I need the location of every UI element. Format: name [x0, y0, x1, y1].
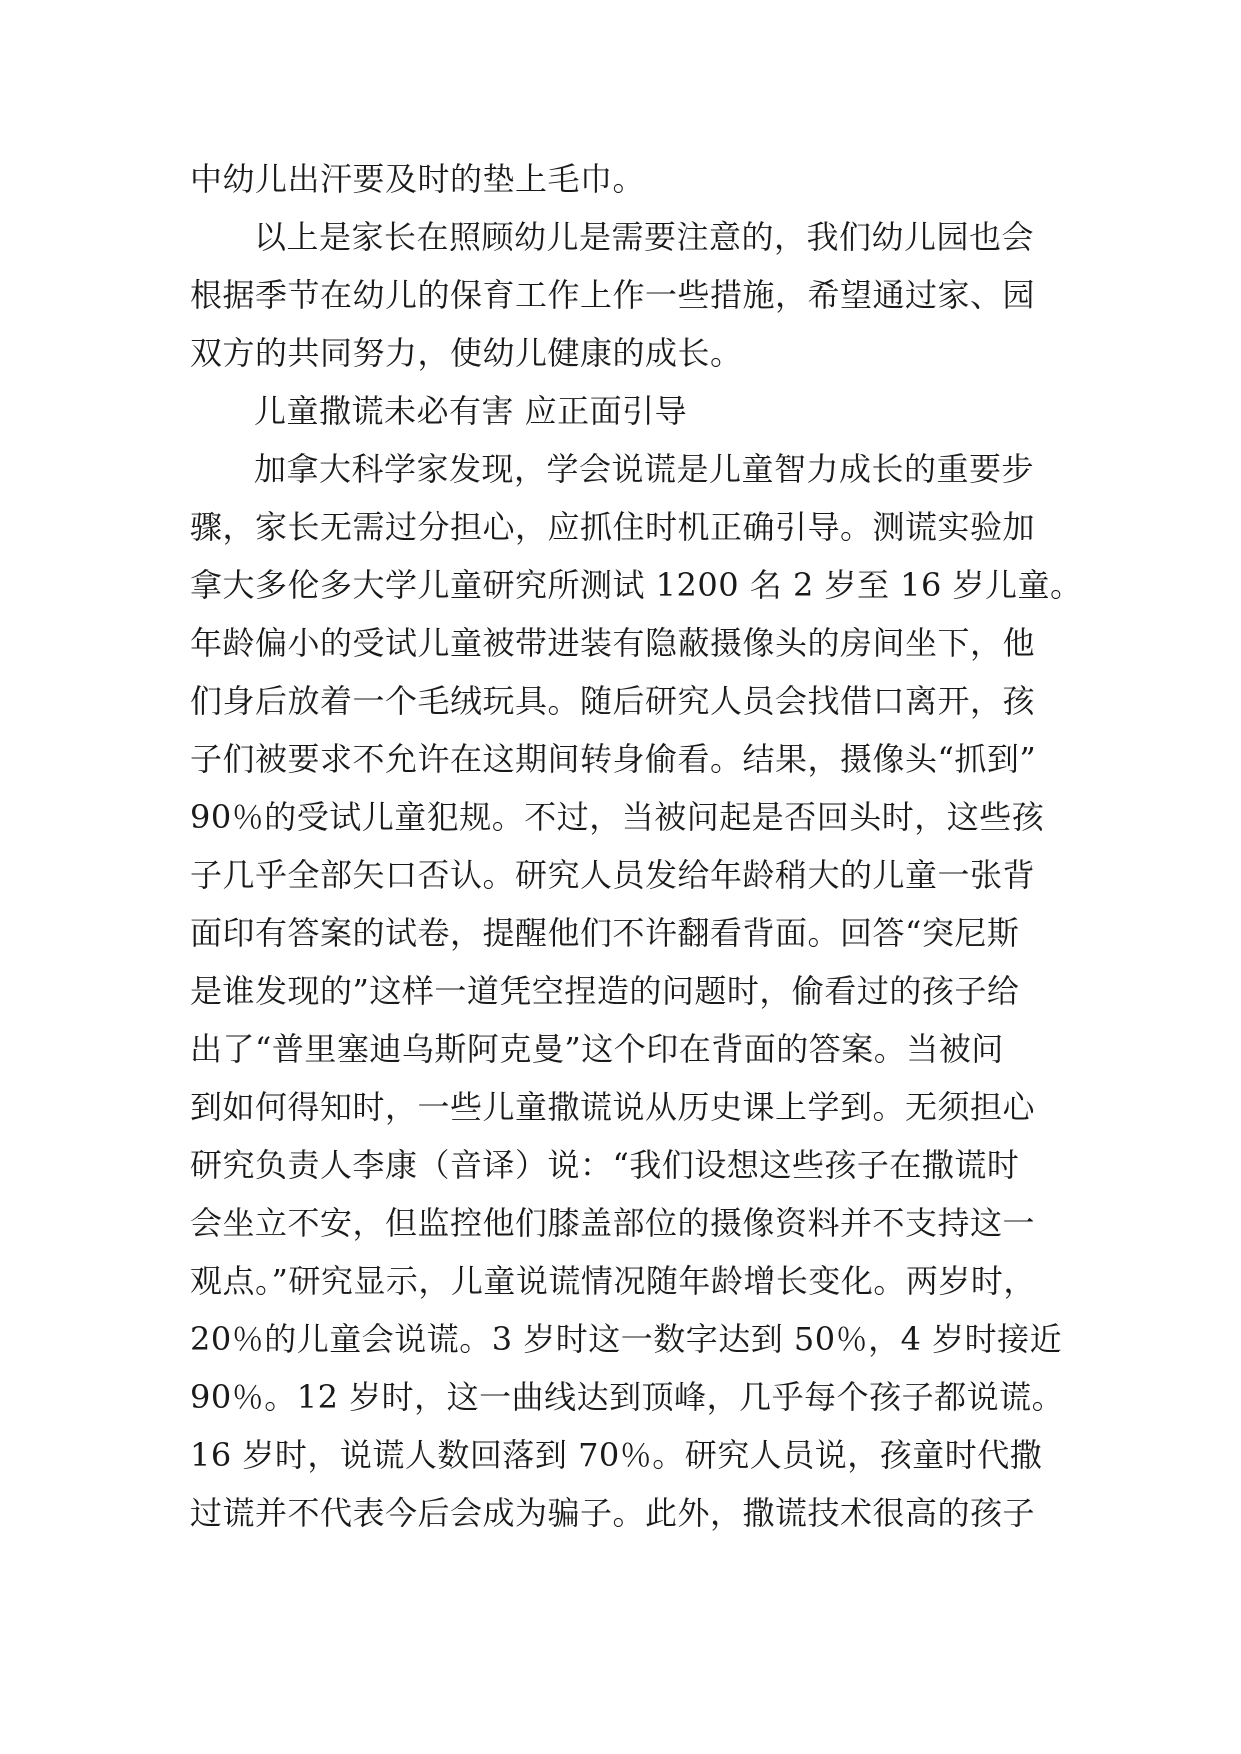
text-line: 90％。12 岁时，这一曲线达到顶峰，几乎每个孩子都说谎。 [190, 1378, 1065, 1416]
text-line: 们身后放着一个毛绒玩具。随后研究人员会找借口离开，孩 [190, 682, 1036, 720]
text-line: 会坐立不安，但监控他们膝盖部位的摄像资料并不支持这一 [190, 1204, 1036, 1242]
text-line: 观点。”研究显示，儿童说谎情况随年龄增长变化。两岁时， [190, 1262, 1036, 1300]
text-line: 拿大多伦多大学儿童研究所测试 1200 名 2 岁至 16 岁儿童。 [190, 566, 1083, 604]
text-line: 中幼儿出汗要及时的垫上毛巾。 [190, 160, 646, 198]
text-line: 双方的共同努力，使幼儿健康的成长。 [190, 334, 743, 372]
text-line: 到如何得知时，一些儿童撒谎说从历史课上学到。无须担心 [190, 1088, 1036, 1126]
section-heading: 儿童撒谎未必有害 应正面引导 [254, 392, 688, 430]
text-line: 根据季节在幼儿的保育工作上作一些措施，希望通过家、园 [190, 276, 1036, 314]
text-line: 是谁发现的”这样一道凭空捏造的问题时，偷看过的孩子给 [190, 972, 1020, 1010]
text-line: 过谎并不代表今后会成为骗子。此外，撒谎技术很高的孩子 [190, 1494, 1036, 1532]
paragraph-start-line: 加拿大科学家发现，学会说谎是儿童智力成长的重要步 [254, 450, 1035, 488]
text-line: 20％的儿童会说谎。3 岁时这一数字达到 50％，4 岁时接近 [190, 1320, 1063, 1358]
document-body [190, 150, 1090, 1542]
paragraph-start-line: 以上是家长在照顾幼儿是需要注意的，我们幼儿园也会 [254, 218, 1035, 256]
text-line: 90％的受试儿童犯规。不过，当被问起是否回头时，这些孩 [190, 798, 1045, 836]
text-line: 出了“普里塞迪乌斯阿克曼”这个印在背面的答案。当被问 [190, 1030, 1004, 1068]
text-line: 骤，家长无需过分担心，应抓住时机正确引导。测谎实验加 [190, 508, 1036, 546]
text-line: 16 岁时，说谎人数回落到 70％。研究人员说，孩童时代撒 [190, 1436, 1043, 1474]
text-line: 研究负责人李康（音译）说：“我们设想这些孩子在撒谎时 [190, 1146, 1020, 1184]
text-line: 子几乎全部矢口否认。研究人员发给年龄稍大的儿童一张背 [190, 856, 1036, 894]
text-line: 面印有答案的试卷，提醒他们不许翻看背面。回答“突尼斯 [190, 914, 1020, 952]
text-line: 年龄偏小的受试儿童被带进装有隐蔽摄像头的房间坐下，他 [190, 624, 1036, 662]
text-line: 子们被要求不允许在这期间转身偷看。结果，摄像头“抓到” [190, 740, 1037, 778]
